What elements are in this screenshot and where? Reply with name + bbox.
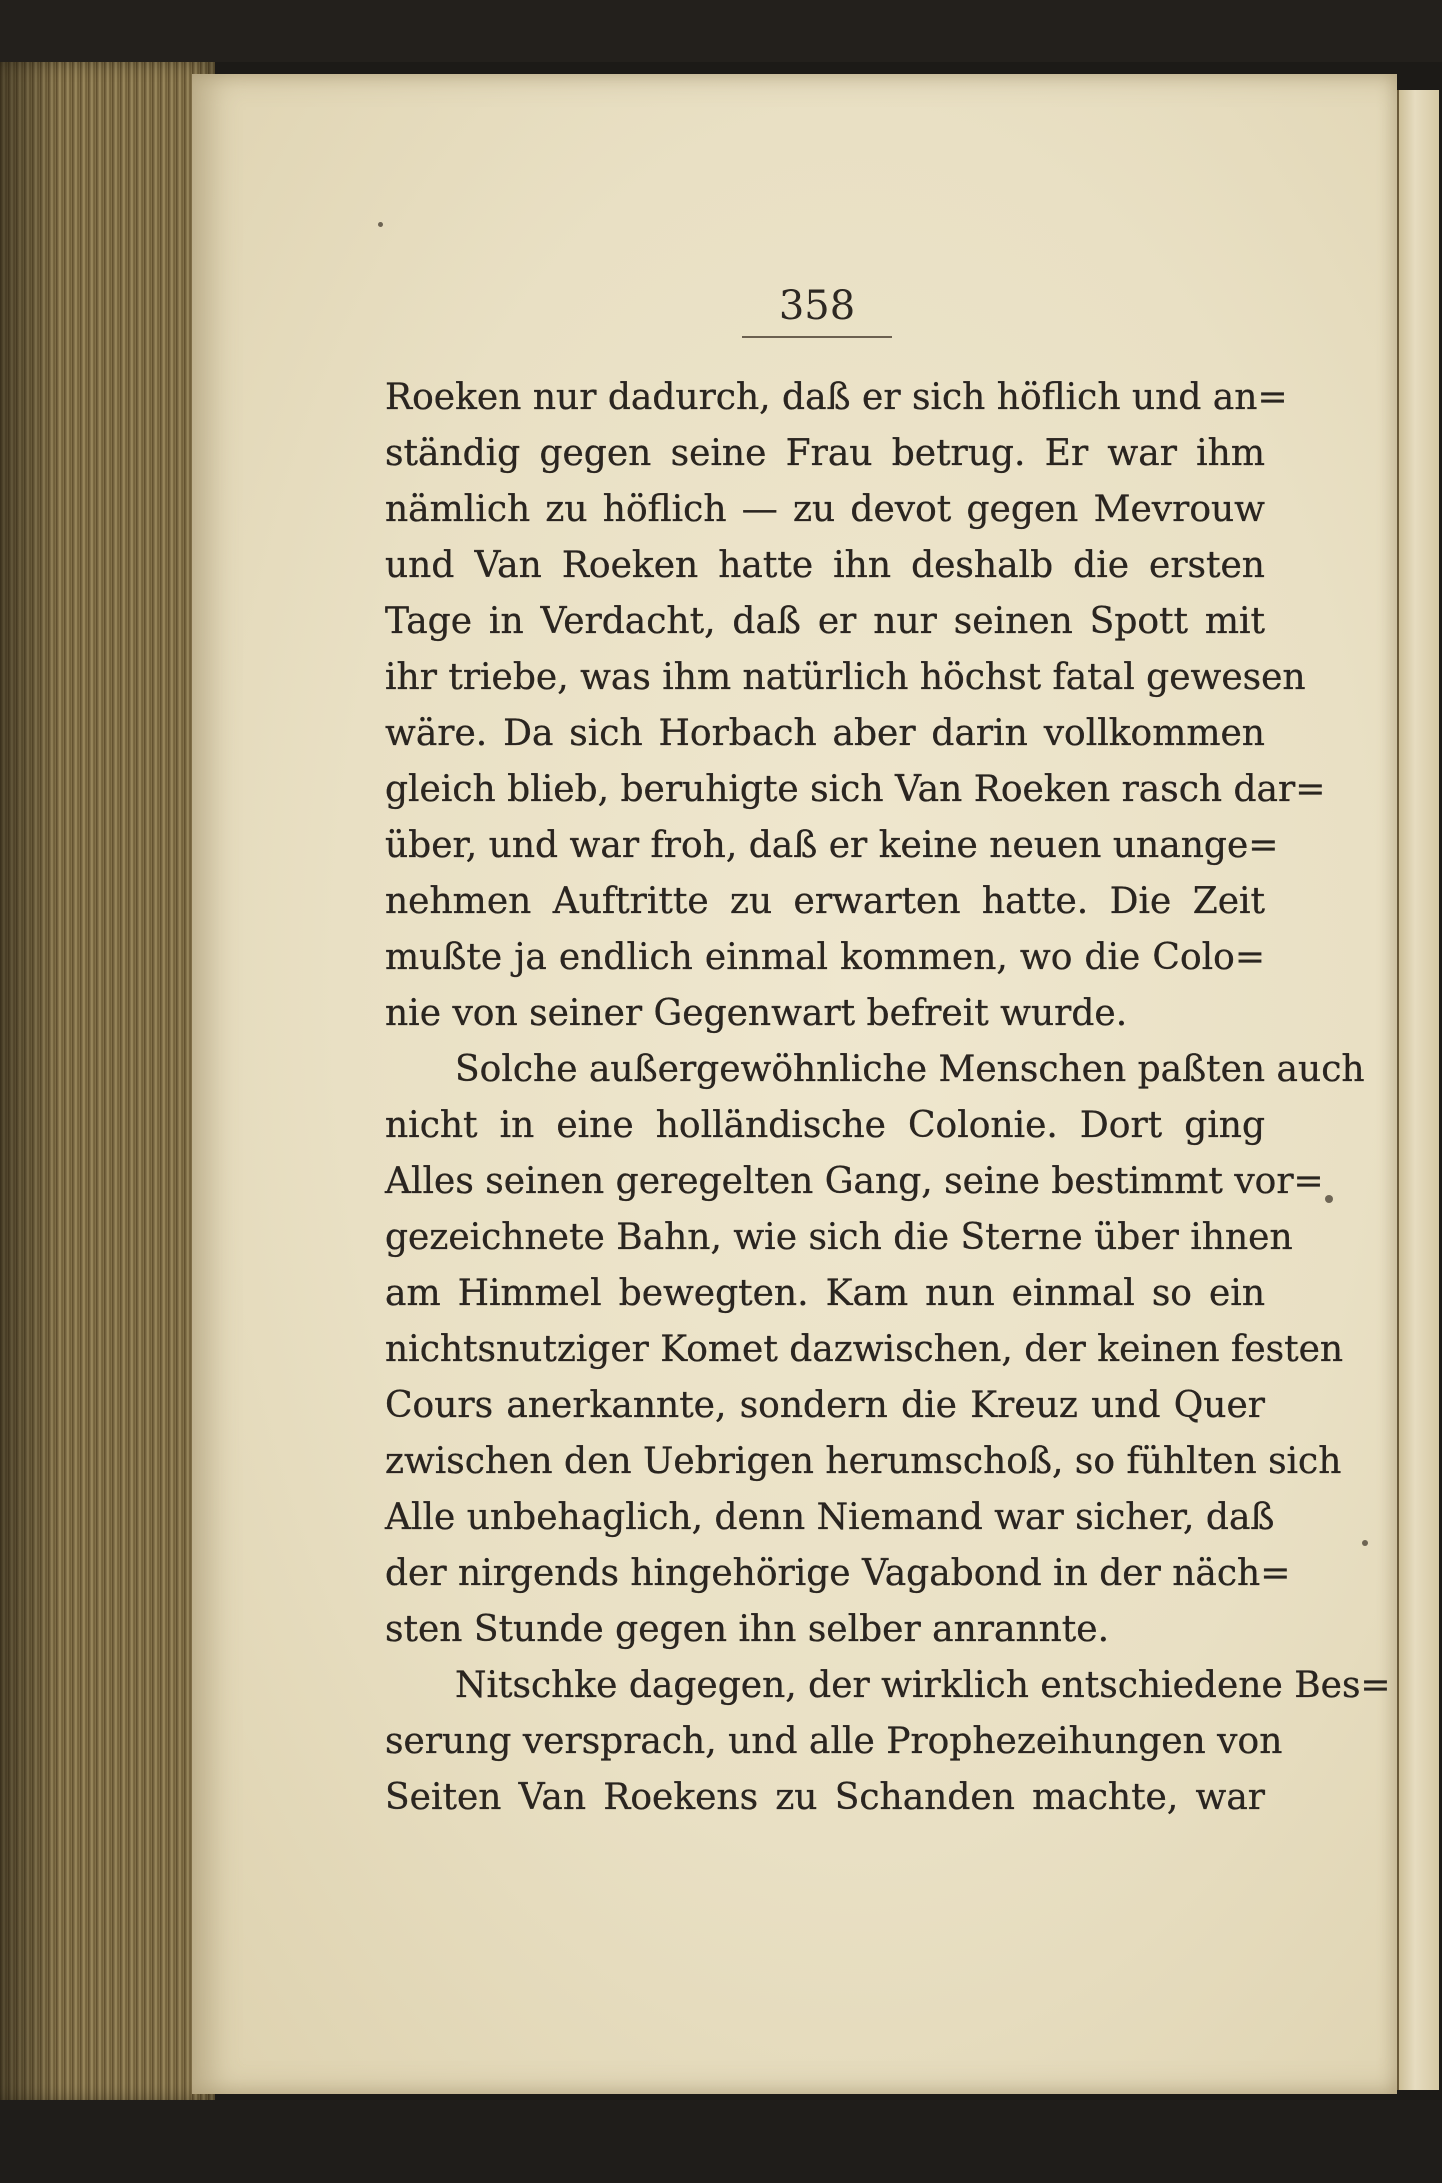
text-line: ständig gegen seine Frau betrug. Er war ihm bbox=[385, 433, 1265, 474]
page-text bbox=[385, 370, 1391, 1826]
text-line: Alle unbehaglich, denn Niemand war sicher, daß bbox=[385, 1497, 1275, 1538]
text-line: nie von seiner Gegenwart befreit wurde. bbox=[385, 993, 1128, 1034]
text-line: sten Stunde gegen ihn selber anrannte. bbox=[385, 1609, 1110, 1650]
page-number: 358 bbox=[778, 283, 856, 329]
text-line: Solche außergewöhnliche Menschen paßten auch bbox=[455, 1049, 1365, 1090]
text-line: nicht in eine holländische Colonie. Dort ging bbox=[385, 1105, 1265, 1146]
text-line: nehmen Auftritte zu erwarten hatte. Die Zeit bbox=[385, 881, 1265, 922]
text-line: der nirgends hingehörige Vagabond in der näch= bbox=[385, 1553, 1291, 1594]
text-line: nichtsnutziger Komet dazwischen, der keinen festen bbox=[385, 1329, 1344, 1370]
ink-speck bbox=[1325, 1195, 1333, 1203]
text-line: zwischen den Uebrigen herumschoß, so fühlten sich bbox=[385, 1441, 1342, 1482]
text-line: Tage in Verdacht, daß er nur seinen Spott mit bbox=[385, 601, 1265, 642]
header-rule bbox=[742, 336, 892, 338]
text-line: Cours anerkannte, sondern die Kreuz und Quer bbox=[385, 1385, 1265, 1426]
adjacent-page-edge bbox=[1397, 90, 1439, 2090]
text-line: Alles seinen geregelten Gang, seine bestimmt vor= bbox=[385, 1161, 1324, 1202]
book-page-edges bbox=[0, 62, 215, 2100]
text-line: wäre. Da sich Horbach aber darin vollkommen bbox=[385, 713, 1265, 754]
text-line: nämlich zu höflich — zu devot gegen Mevrouw bbox=[385, 489, 1265, 530]
text-line: gleich blieb, beruhigte sich Van Roeken rasch dar= bbox=[385, 769, 1326, 810]
text-line: Roeken nur dadurch, daß er sich höflich und an= bbox=[385, 377, 1288, 418]
text-line: Seiten Van Roekens zu Schanden machte, war bbox=[385, 1777, 1265, 1818]
text-line: über, und war froh, daß er keine neuen unange= bbox=[385, 825, 1279, 866]
scan-background-bottom bbox=[0, 2100, 1442, 2183]
ink-speck bbox=[1362, 1540, 1368, 1546]
text-line: Nitschke dagegen, der wirklich entschiedene Bes= bbox=[455, 1665, 1391, 1706]
ink-speck bbox=[378, 222, 383, 227]
text-line: und Van Roeken hatte ihn deshalb die ersten bbox=[385, 545, 1265, 586]
text-line: gezeichnete Bahn, wie sich die Sterne über ihnen bbox=[385, 1217, 1293, 1258]
text-line: ihr triebe, was ihm natürlich höchst fatal gewesen bbox=[385, 657, 1306, 698]
text-line: mußte ja endlich einmal kommen, wo die Colo= bbox=[385, 937, 1265, 978]
text-line: serung versprach, und alle Prophezeihungen von bbox=[385, 1721, 1283, 1762]
scan-background-top bbox=[0, 0, 1442, 62]
text-line: am Himmel bewegten. Kam nun einmal so ein bbox=[385, 1273, 1265, 1314]
